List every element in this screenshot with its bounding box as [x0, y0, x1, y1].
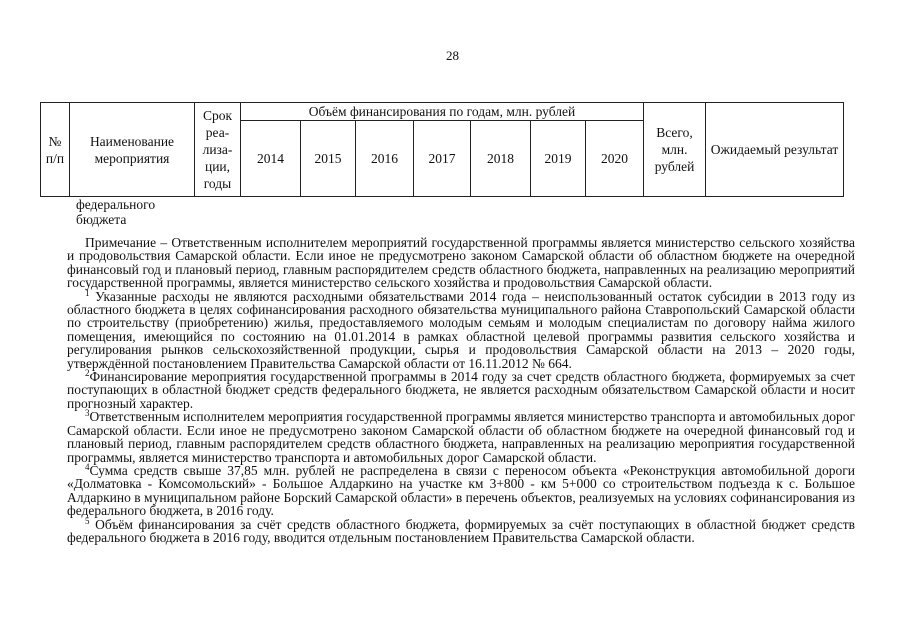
year-header: 2019: [531, 121, 586, 197]
year-header: 2017: [414, 121, 471, 197]
footnote-text: Объём финансирования за счёт средств областного бюджета, формируемых за счёт поступающих в областной бюджет средств федерального бюджета в 2016 году, вводится отдельным постановлением Правительства Самарской области.: [67, 516, 856, 545]
col-header-term: Срок реа-лиза-ции, годы: [195, 103, 241, 197]
page-number: 28: [446, 48, 459, 63]
footnote-5: [67, 515, 856, 545]
footnote-mark: 2: [85, 368, 90, 379]
footnote-1: [67, 287, 855, 371]
year-header: 2020: [586, 121, 644, 197]
col-header-result: Ожидаемый результат: [706, 103, 844, 197]
footnote-mark: 4: [85, 461, 90, 472]
footnote-mark: 1: [85, 287, 90, 298]
footnote-4: [67, 461, 855, 519]
program-table-header: [40, 102, 844, 197]
col-header-number: № п/п: [41, 103, 70, 197]
year-header: 2015: [301, 121, 356, 197]
footnote-3: [67, 410, 855, 464]
col-header-total: Всего, млн. рублей: [644, 103, 706, 197]
table-row-fragment: федерального бюджета: [76, 197, 156, 227]
col-header-name: Наименование мероприятия: [70, 103, 195, 197]
year-header: 2018: [471, 121, 531, 197]
notes-section: [67, 236, 855, 544]
footnote-text: Сумма средств свыше 37,85 млн. рублей не распределена в связи с переносом объекта «Реконструкция автомобильной дороги «Долматовка - Комсомольский» - Большое Алдаркино на участке км 3+800 - км 5+000 со строительством подъезда к с. Большое Алдаркино в муниципальном районе Борский Самарской области» в перечень объектов, реализуемых на условиях софинансирования из федерального бюджета, в 2016 году.: [67, 462, 855, 519]
footnote-mark: 3: [85, 408, 90, 419]
year-header: 2014: [241, 121, 301, 197]
year-header: 2016: [356, 121, 414, 197]
footnote-text: Финансирование мероприятия государственной программы в 2014 году за счет средств областного бюджета, формируемых за счет поступающих в областной бюджет средств федерального бюджета, не является расходным обязательством Самарской области и носит прогнозный характер.: [67, 369, 855, 411]
footnote-text: Указанные расходы не являются расходными обязательствами 2014 года – неиспользованный остаток субсидии в 2013 году из областного бюджета в целях софинансирования расходного обязательства муниципального района Ставропольский Самарской области по строительству (приобретению) жилья, предоставляемого молодым семьям и молодым специалистам по договору найма жилого помещения, имеющийся по состоянию на 01.01.2014 в рамках областной целевой программы развития сельского хозяйства и регулирования рынков сельскохозяйственной продукции, сырья и продовольствия Самарской области на 2013 – 2020 годы, утверждённой постановлением Правительства Самарской области от 16.11.2012 № 664.: [67, 288, 855, 371]
footnote-text: Ответственным исполнителем мероприятия государственной программы является министерство транспорта и автомобильных дорог Самарской области. Если иное не предусмотрено законом Самарской области об областном бюджете на очередной финансовый год и плановый период, главным распорядителем средств областного бюджета, направленных на реализацию мероприятия государственной программы, является министерство транспорта и автомобильных дорог Самарской области.: [67, 409, 855, 465]
col-header-funding: Объём финансирования по годам, млн. рублей: [241, 103, 644, 121]
note-intro: Примечание – Ответственным исполнителем мероприятий государственной программы является министерство сельского хозяйства и продовольствия Самарской области. Если иное не предусмотрено законом Самарской области об областном бюджете на очередной финансовый год и плановый период, главным распорядителем средств областного бюджета, направленных на реализацию мероприятий государственной программы, является министерство сельского хозяйства и продовольствия Самарской области.: [67, 235, 855, 291]
footnote-2: [67, 370, 855, 410]
footnote-mark: 5: [85, 515, 90, 526]
